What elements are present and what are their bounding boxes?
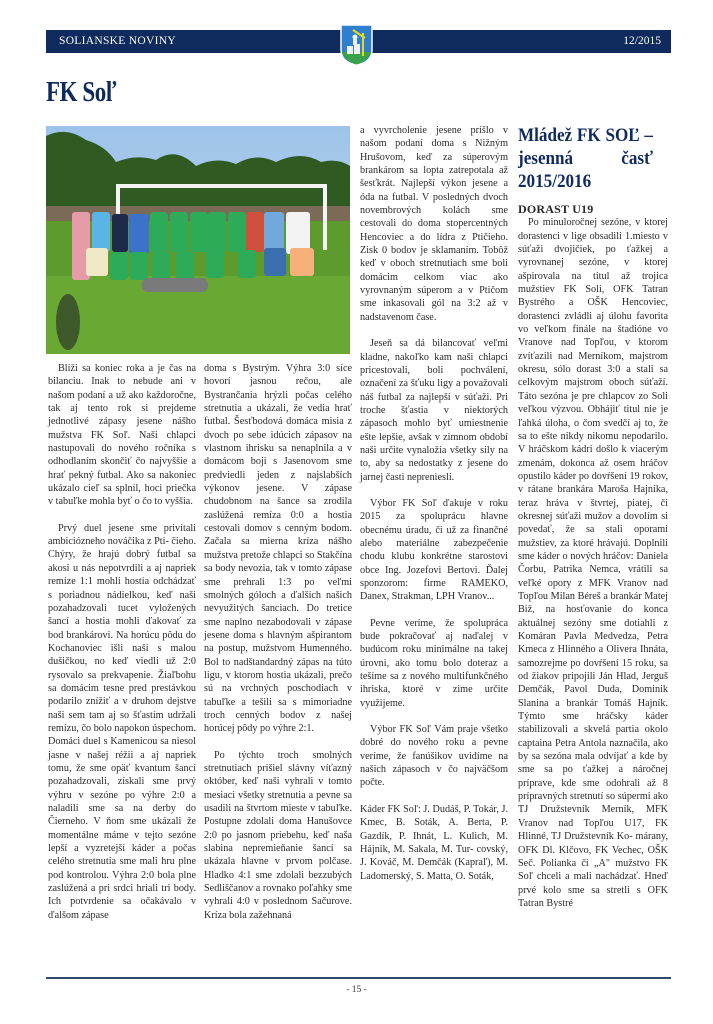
footer-divider: [46, 977, 671, 979]
youth-article-title: Mládež FK SOĽ – jesenná časť 2015/2016: [518, 125, 653, 192]
article-column-3: [360, 124, 508, 896]
section-heading-u19: DORAST U19: [518, 202, 594, 216]
article-paragraph: Výbor FK Soľ ďakuje v roku 2015 za spoluprácu hlavne obecnému úradu, či už za finančné alebo materiálne zabezpečenie chodu klubu konkrétne starostovi obce Ing. Jozefovi Bertovi. Ďalej sponzorom: firme RAMEKO, Danex, Strakman, LPH Vranov...: [360, 497, 508, 603]
article-title: FK Soľ: [46, 77, 117, 108]
team-photo-image: [46, 126, 350, 354]
article-column-1: [48, 362, 196, 935]
article-column-2: [204, 362, 352, 935]
article-paragraph: Blíži sa koniec roka a je čas na bilanciu. Inak to nebude ani v našom podaní a už ako každoročne, tak aj tento rok si prejdeme jednotlivé zápasy jesene nášho mužstva FK Soľ. Naši chlapci nastupovali do nového ročníka s odhodlaním skončiť čo najvyššie a hrať pekný futbal. Ako sa nakoniec ukázalo cieľ sa splnil, hoci priečka v tabuľke mohla byť o čo to vyššia.: [48, 363, 196, 508]
page-number: - 15 -: [346, 985, 367, 995]
article-paragraph: Jeseň sa dá bilancovať veľmi kladne, nakoľko kam naši chlapci pricestovali, boli pochválení, označení za šťuku ligy a považovali náš futbal za najlepší v súťaži. Pri troche šťastia v niektorých zápasoch mohlo byť umiestnenie ešte lepšie, avšak v zimnom období naši určite vynaložia všetky sily na to, aby sa nedostatky z jesene do jarnej časti nepreniesli.: [360, 338, 508, 483]
article-paragraph: doma s Bystrým. Výhra 3:0 síce hovorí jasnou rečou, ale Bystrančania hrýzli počas celého stretnutia a ukázali, že vedia hrať futbal. Šesťbodová domáca misia z dvoch po sebe idúcich zápasov na vlastnom ihrisku sa nenaplnila a v domácom boji s Jasenovom sme predviedli jeden z najslabších výkonov jesene. V zápase chudobnom na šance sa zrodila zaslúžená remíza 0:0 a hostia cestovali domov s cenným bodom. Začala sa mierna kríza nášho mužstva pretože chlapci so Stakčína sa body nevozia, tak v tomto zápase sme prehrali 1:3 po veľmi smolných góloch a ďalších našich nevyužitých šanciach. Do tretice sme naplno nezabodovali v zápase jesene doma s hlavným ašpirantom na postup, mužstvom Humenného. Bol to nadštandardný zápas na túto ligu, v ktorom hostia ukázali, prečo sú na vrchných poschodiach v tabuľke a tešili sa s mimoriadne troch cenných bodov z našej horúcej pôdy po výhre 2:1.: [204, 363, 352, 735]
publication-name: SOLIANSKE NOVINY: [59, 35, 176, 47]
article-paragraph: Po týchto troch smolných stretnutiach prišiel slávny víťazný október, keď naši vyhrali v tomto mesiaci všetky stretnutia a pevne sa usadili na štvrtom mieste v tabuľke. Postupne zdolali doma Hanušovce 2:0 po jasnom priebehu, keď naša slabina nepremieňanie šancí sa ukázala hlavne v prvom polčase. Hladko 4:1 sme zdolali bezzubých Sedliščanov a rovnako poľahky sme vyhrali 4:0 v poslednom Sačurove. Kríza bola zažehnaná: [204, 749, 352, 921]
article-paragraph: Pevne veríme, že spolupráca bude pokračovať aj naďalej v budúcom roku minimálne na takej úrovni, ako tomu bolo doteraz a tešíme sa z nového multifunkčného ihriska, ktoré v zime určite využijeme.: [360, 617, 508, 709]
article-paragraph: Prvý duel jesene sme privítali ambiciózneho nováčika z Pti- čieho. Chýry, že hrajú dobrý futbal sa akosi u nás nepotvrdili a aj napriek remíze 1:1 mohli hostia odchádzať s poriadnou nádielkou, keď naši pozahadzovali tucet vyložených šancí a hostia mohli ďakovať za bod brankárovi. Na horúcu pôdu do Kochanoviec išli naši s malou dušičkou, no keď viedli už 2:0 rysovalo sa prekvapenie. Žiaľbohu sa domácim tesne pred prestávkou podarilo znížiť a v druhom dejstve naši sem tam aj so šťastím udržali remízu, čo bolo napokon úspechom. Domáci duel s Kamenicou sa niesol jasne v našej réžii a aj napriek tomu, že sme opäť kvantum šancí pozahadzovali, získali sme prvý výhru v sezóne po výhre 2:0 a naladili sme sa na derby do Čierneho. V ňom sme ukázali že momentálne máme v tejto sezóne lepší a vyzretejší káder a počas celého stretnutia sme mali hru plne pod kontrolou. Výhra 2:0 bola plne zaslúžená a pri srdci hriali tri body. Ich potvrdenie sa očakávalo v ďalšom zápase: [48, 522, 196, 921]
issue-number: 12/2015: [623, 35, 661, 47]
youth-article-body: Po minuloročnej sezóne, v ktorej dorastenci v lige obsadili 1.miesto v súťaži dvojičiek, po ťažkej a vyrovnanej sezóne, v ktorej ašpirovala na titul až trojica mužstiev FK Soli, OFK Tatran Bystrého a OŠK Hencoviec, dorastenci zvládli aj úlohu favorita vo veľkom finále na štadióne vo Vranove nad Topľou, v ktorom zvíťazili nad Merníkom, majstrom okresu, sólo dorast 3:0 a stali sa celkovým majstrom oboch súťaží. Táto sezóna je pre chlapcov zo Soli veľkou výzvou. Obhájiť titul nie je ľahká úloha, o čom svedčí aj to, že sa to ešte nikdy nikomu nepodarilo. V hráčskom kádri došlo k viacerým zmenám, dokonca až osem hráčov opustilo káder po dovŕšení 19 rokov, v rátane brankára Maroša Hajníka, teraz hráva v štvrtej, piatej, či okresnej súťaži mužov a dovolím si povedať, že sa stali oporami mužstiev, za ktoré hrávajú. Doplnili sme káder o nových hráčov: Daniela Čorbu, Patrika Nemca, vrátili sa veľké opory z MFK Vranov nad Topľou Milan Béreš a brankár Matej Biž, na hosťovanie do konca aktuálnej sezóny sme dotiahli z Komáran Pavla Medvedza, Petra Kmeca z Hlinného a Olivera Ihnáta, samozrejme po dovŕšení 15 roku, sa od žiakov pripojili Ján Hlad, Jerguš Demčák, Pavol Duda, Dominik Slanina a brankár Tomáš Hajník. Týmto sme hráčsky káder stabilizovali a skvelá partia okolo captaina Petra Antola naznačila, ako by sa sezóna mala odvíjať a kde by sme sa po ťažkej a náročnej príprave, kde sme odohrali až 8 prípravných stretnutí so súpermi ako TJ Družstevník Merník, MFK Vranov nad Topľou U17, FK Hlinné, TJ Družstevník Ko- márany, OFK Dl. Klčovo, FK Vechec, OŠK Seč. Polianka či „A" mužstvo FK Soľ chceli a mali nachádzať. Hneď prvé kolo sme sa stretli s OFK Tatran Bystré: [518, 217, 668, 909]
village-coat-of-arms-icon: [340, 24, 373, 66]
article-paragraph: Výbor FK Soľ Vám praje všetko dobré do nového roku a pevne veríme, že fanúšikov uvidíme na našich zápasoch v čo najväčšom počte.: [360, 724, 508, 789]
youth-article-column: [518, 124, 668, 923]
article-paragraph: a vyvrcholenie jesene prišlo v našom podaní doma s Nižným Hrušovom, keď za súperovým brankárom sa lopta zatrepotala až šesťkrát. Najlepší výkon jesene a óda na futbal. V posledných dvoch novembrových kolách sme cestovali do doma stopercentných Hencoviec a do lídra z Ptičieho. Zisk 0 bodov je sklamaním. Tobôž keď v oboch stretnutiach sme boli domácim celkom viac ako vyrovnaným súperom a v Ptičom sme inkasovali gól na 3:2 až v nadstavenom čase.: [360, 125, 508, 323]
squad-list: Káder FK Soľ: J. Dudáš, P. Tokár, J. Kmec, B. Soták, A. Berta, P. Gazdík, P. Ihnát, L. Kulich, M. Hájnik, M. Sakala, M. Tur- covský, J. Kováč, M. Demčák (Kapraľ), M. Ladomerský, S. Matta, O. Soták,: [360, 803, 508, 882]
team-photo: [46, 126, 350, 354]
